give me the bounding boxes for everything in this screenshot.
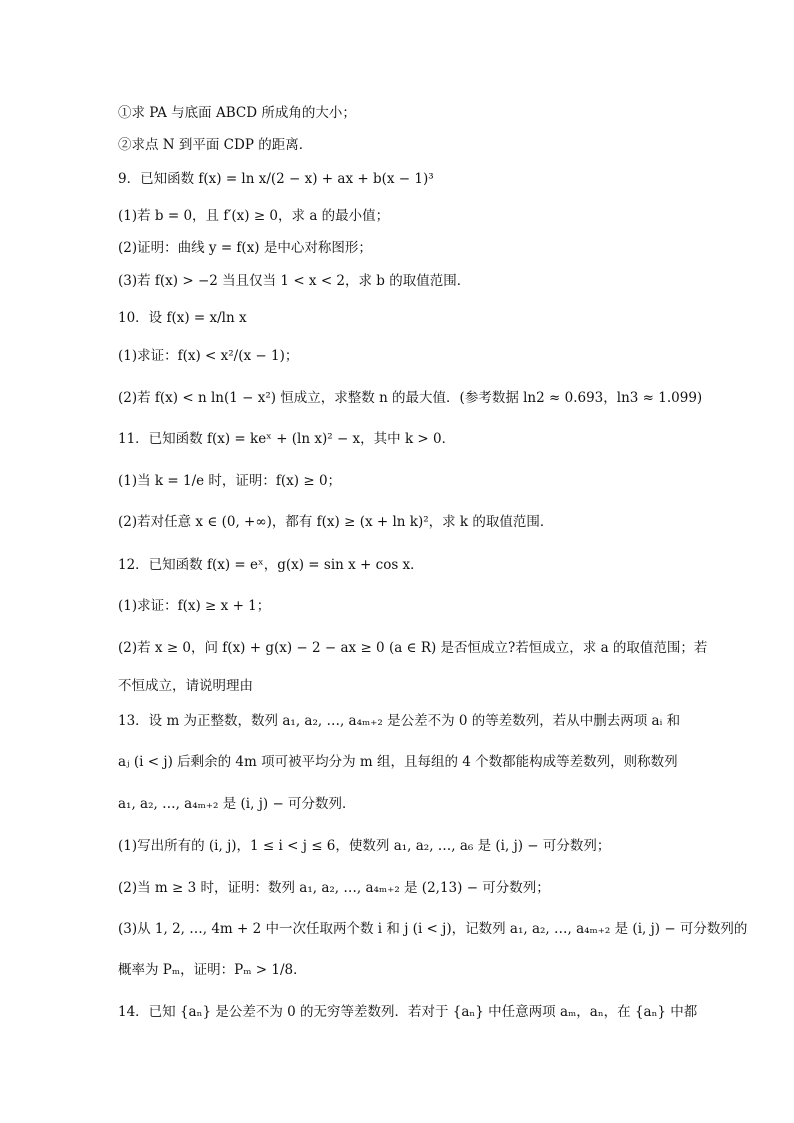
problem-12-part-2-cont: 不恒成立，请说明理由 [118, 678, 253, 694]
problem-12-statement: 12．已知函数 f(x) = eˣ，g(x) = sin x + cos x． [118, 557, 424, 573]
problem-13-part-3-cont: 概率为 Pₘ，证明：Pₘ > 1/8． [118, 962, 307, 978]
problem-11-part-1: (1)当 k = 1/e 时，证明：f(x) ≥ 0； [118, 473, 342, 489]
problem-8-part-1: ①求 PA 与底面 ABCD 所成角的大小； [118, 105, 356, 121]
problem-14-statement: 14．已知 {aₙ} 是公差不为 0 的无穷等差数列．若对于 {aₙ} 中任意两项 aₘ，aₙ，在 {aₙ} 中都 [118, 1004, 698, 1020]
problem-13-statement: 13．设 m 为正整数，数列 a₁, a₂, …, a₄ₘ₊₂ 是公差不为 0 的等差数列，若从中删去两项 aᵢ 和 [118, 713, 681, 729]
problem-13-statement-cont-1: aⱼ (i < j) 后剩余的 4m 项可被平均分为 m 组，且每组的 4 个数都能构成等差数列，则称数列 [118, 754, 678, 770]
problem-13-part-3: (3)从 1, 2, …, 4m + 2 中一次任取两个数 i 和 j (i < j)，记数列 a₁, a₂, …, a₄ₘ₊₂ 是 (i, j) − 可分数列的 [118, 921, 748, 937]
problem-13-part-2: (2)当 m ≥ 3 时，证明：数列 a₁, a₂, …, a₄ₘ₊₂ 是 (2,13) − 可分数列； [118, 880, 550, 896]
problem-13-part-1: (1)写出所有的 (i, j)，1 ≤ i < j ≤ 6，使数列 a₁, a₂, …, a₆ 是 (i, j) − 可分数列； [118, 838, 611, 854]
problem-10-part-2: (2)若 f(x) < n ln(1 − x²) 恒成立，求整数 n 的最大值．(参考数据 ln2 ≈ 0.693，ln3 ≈ 1.099) [118, 390, 703, 406]
problem-12-part-1: (1)求证：f(x) ≥ x + 1； [118, 598, 271, 614]
problem-8-part-2: ②求点 N 到平面 CDP 的距离． [118, 137, 313, 153]
problem-12-part-2: (2)若 x ≥ 0，问 f(x) + g(x) − 2 − ax ≥ 0 (a ∈ R) 是否恒成立?若恒成立，求 a 的取值范围；若 [118, 640, 708, 656]
problem-10-statement: 10．设 f(x) = x/ln x [118, 310, 247, 326]
problem-10-part-1: (1)求证：f(x) < x²/(x − 1)； [118, 348, 299, 364]
problem-9-part-2: (2)证明：曲线 y = f(x) 是中心对称图形； [118, 240, 372, 256]
problem-9-part-1: (1)若 b = 0，且 f′(x) ≥ 0，求 a 的最小值； [118, 208, 390, 224]
problem-13-statement-cont-2: a₁, a₂, …, a₄ₘ₊₂ 是 (i, j) − 可分数列． [118, 796, 356, 812]
problem-9-part-3: (3)若 f(x) > −2 当且仅当 1 < x < 2，求 b 的取值范围． [118, 273, 471, 289]
problem-9-statement: 9．已知函数 f(x) = ln x/(2 − x) + ax + b(x − 1)³ [118, 171, 434, 187]
problem-11-statement: 11．已知函数 f(x) = keˣ + (ln x)² − x，其中 k > 0． [118, 431, 456, 447]
problem-11-part-2: (2)若对任意 x ∈ (0, +∞)，都有 f(x) ≥ (x + ln k)²，求 k 的取值范围． [118, 514, 554, 530]
